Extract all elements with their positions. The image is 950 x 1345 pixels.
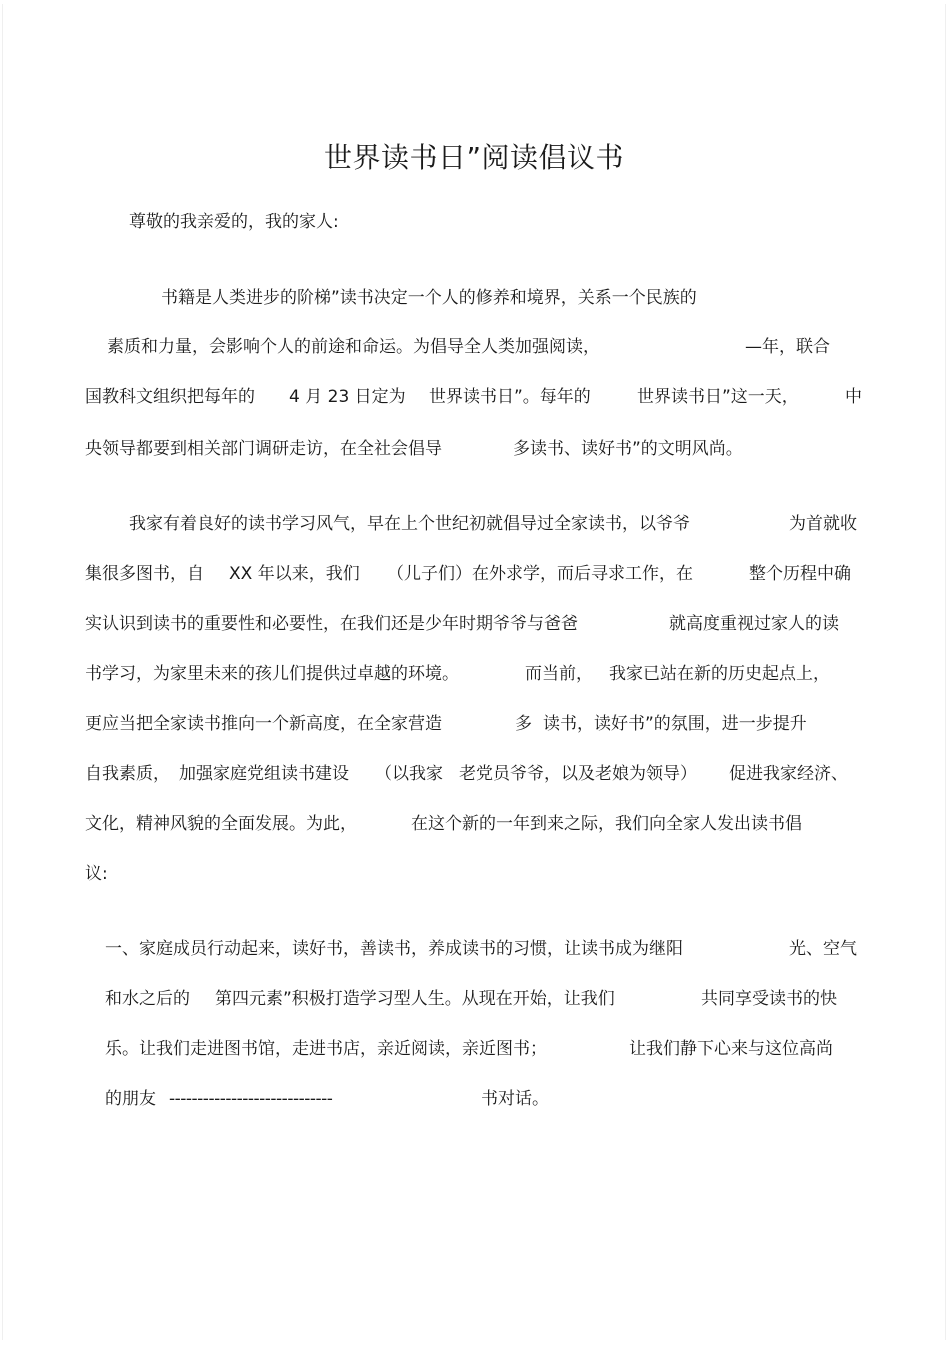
text-segment: 议: — [85, 864, 108, 884]
text-segment: XX 年以来，我们 — [229, 564, 360, 584]
text-segment: —年，联合 — [745, 337, 830, 357]
text-segment: 中 — [845, 387, 862, 407]
text-segment: 文化，精神风貌的全面发展。为此， — [85, 814, 357, 834]
text-segment: 书学习，为家里未来的孩儿们提供过卓越的环境。 — [85, 664, 459, 684]
text-segment: 实认识到读书的重要性和必要性，在我们还是少年时期爷爷与爸爸 — [85, 614, 578, 634]
text-segment: 一、家庭成员行动起来，读好书，善读书，养成读书的习惯，让读书成为继阳 — [105, 939, 683, 959]
text-segment: 读书，读好书”的氛围，进一步提升 — [543, 714, 807, 734]
text-segment: 为首就收 — [789, 514, 857, 534]
text-segment: 更应当把全家读书推向一个新高度，在全家营造 — [85, 714, 442, 734]
text-segment: 加强家庭党组读书建设 — [179, 764, 349, 784]
text-segment: 书籍是人类进步的阶梯”读书决定一个人的修养和境界，关系一个民族的 — [161, 288, 697, 308]
text-segment: 老党员爷爷，以及老娘为领导） — [459, 764, 697, 784]
text-segment: 在这个新的一年到来之际，我们向全家人发出读书倡 — [411, 814, 802, 834]
document-page — [2, 4, 946, 1340]
text-segment: （以我家 — [375, 764, 443, 784]
text-segment: 4 月 23 日定为 — [289, 387, 406, 407]
text-segment: 多 — [515, 714, 532, 734]
text-segment: 书对话。 — [481, 1089, 549, 1109]
text-segment: 整个历程中确 — [749, 564, 851, 584]
text-segment: 世界读书日”。每年的 — [429, 387, 591, 407]
text-segment: 的朋友 — [105, 1089, 156, 1109]
text-segment: 共同享受读书的快 — [701, 989, 837, 1009]
text-segment: 央领导都要到相关部门调研走访，在全社会倡导 — [85, 439, 442, 459]
text-segment: 光、空气 — [789, 939, 857, 959]
salutation-text: 尊敬的我亲爱的，我的家人: — [129, 212, 339, 232]
text-segment: （儿子们）在外求学，而后寻求工作，在 — [387, 564, 693, 584]
text-segment: 国教科文组织把每年的 — [85, 387, 255, 407]
text-segment: 让我们静下心来与这位高尚 — [629, 1039, 833, 1059]
dash-leader: ----------------------------- — [169, 1089, 333, 1109]
text-segment: 多读书、读好书”的文明风尚。 — [513, 439, 743, 459]
text-segment: 自我素质， — [85, 764, 170, 784]
text-segment: 世界读书日”这一天， — [637, 387, 799, 407]
document-title: 世界读书日”阅读倡议书 — [323, 141, 624, 174]
text-segment: 促进我家经济、 — [729, 764, 848, 784]
text-segment: 我家有着良好的读书学习风气，早在上个世纪初就倡导过全家读书，以爷爷 — [129, 514, 690, 534]
text-segment: 集很多图书，自 — [85, 564, 204, 584]
text-segment: 而当前， — [525, 664, 593, 684]
text-segment: 素质和力量，会影响个人的前途和命运。为倡导全人类加强阅读， — [107, 337, 600, 357]
text-segment: 第四元素”积极打造学习型人生。从现在开始，让我们 — [215, 989, 615, 1009]
text-segment: 乐。让我们走进图书馆，走进书店，亲近阅读，亲近图书； — [105, 1039, 547, 1059]
text-segment: 和水之后的 — [105, 989, 190, 1009]
text-segment: 我家已站在新的历史起点上， — [609, 664, 830, 684]
text-segment: 就高度重视过家人的读 — [669, 614, 839, 634]
